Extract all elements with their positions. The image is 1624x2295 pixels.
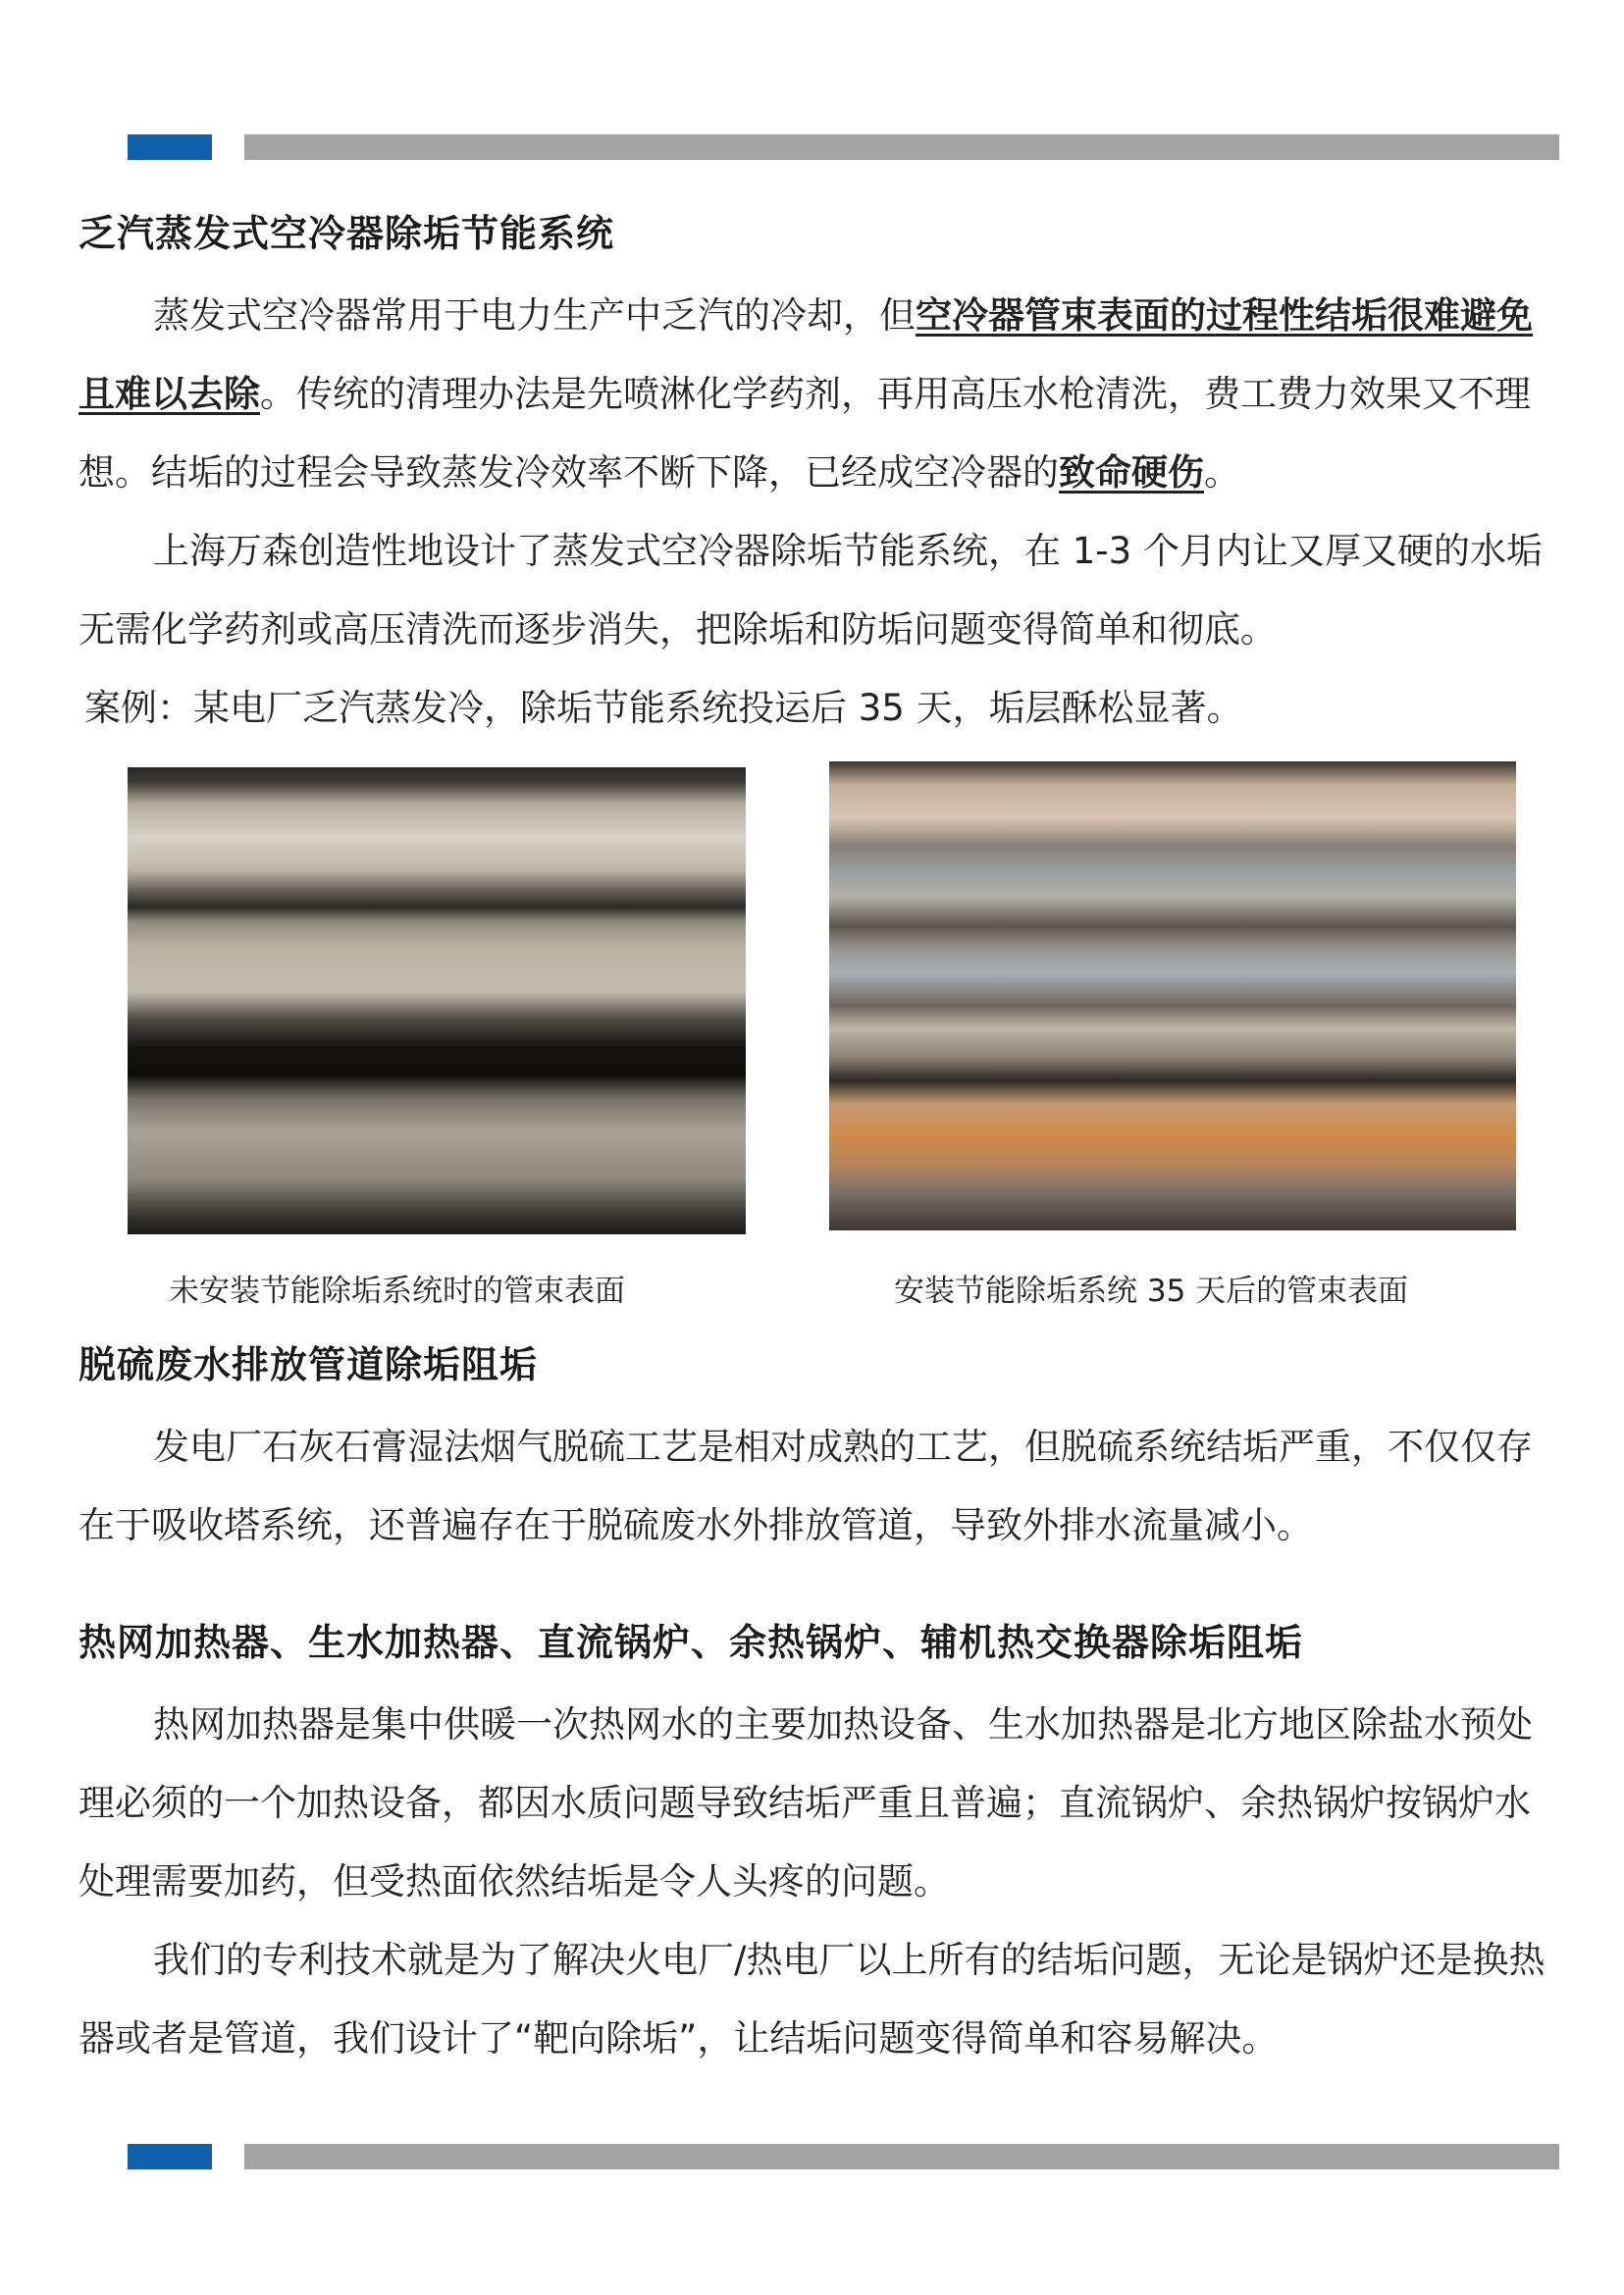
section-title-desulfurization: 脱硫废水排放管道除垢阻垢 [79,1343,539,1386]
caption-before: 未安装节能除垢系统时的管束表面 [169,1274,625,1309]
photo-comparison [79,756,1560,1334]
highlight-fatal-flaw: 致命硬伤 [1059,451,1204,494]
text-segment: 蒸发式空冷器常用于电力生产中乏汽的冷却，但 [153,294,916,337]
header-accent-bar [128,134,212,160]
text-segment: 。传统的清理办法是先喷淋化学药剂，再用高压水枪清洗，费工费力效果又不理想。结垢的过程会导致蒸发冷效率不断下降，已经成空冷器的 [79,373,1531,494]
photo-after-tube-surface [829,761,1516,1230]
section-title-heaters-boilers: 热网加热器、生水加热器、直流锅炉、余热锅炉、辅机热交换器除垢阻垢 [79,1621,1304,1664]
section-title-air-cooler: 乏汽蒸发式空冷器除垢节能系统 [79,212,615,255]
caption-after: 安装节能除垢系统 35 天后的管束表面 [894,1274,1409,1309]
text-segment: 。 [1204,451,1240,494]
paragraph-patent-technology: 我们的专利技术就是为了解决火电厂/热电厂以上所有的结垢问题，无论是锅炉还是换热器或者是管道，我们设计了“靶向除垢”，让结垢问题变得简单和容易解决。 [79,1939,1545,2060]
paragraph-air-cooler-intro [79,277,1560,512]
document-body [79,186,1560,2078]
photo-before-tube-surface [128,767,746,1234]
case-study-line: 案例：某电厂乏汽蒸发冷，除垢节能系统投运后 35 天，垢层酥松显著。 [84,687,1243,729]
footer-accent-bar [128,2144,212,2169]
paragraph-heaters-boilers: 热网加热器是集中供暖一次热网水的主要加热设备、生水加热器是北方地区除盐水预处理必须的一个加热设备，都因水质问题导致结垢严重且普遍；直流锅炉、余热锅炉按锅炉水处理需要加药，但受热面依然结垢是令人头疼的问题。 [79,1703,1533,1903]
highlight-scaling-issue: 空冷器管束表面的过程性结垢很难避免且难以去除 [79,294,1533,415]
header-divider-bar [244,134,1559,160]
paragraph-desulfurization: 发电厂石灰石膏湿法烟气脱硫工艺是相对成熟的工艺，但脱硫系统结垢严重，不仅仅存在于吸收塔系统，还普遍存在于脱硫废水外排放管道，导致外排水流量减小。 [79,1426,1533,1546]
footer-divider-bar [244,2144,1559,2169]
paragraph-wansen-solution: 上海万森创造性地设计了蒸发式空冷器除垢节能系统，在 1-3 个月内让又厚又硬的水垢无需化学药剂或高压清洗而逐步消失，把除垢和防垢问题变得简单和彻底。 [79,530,1543,651]
